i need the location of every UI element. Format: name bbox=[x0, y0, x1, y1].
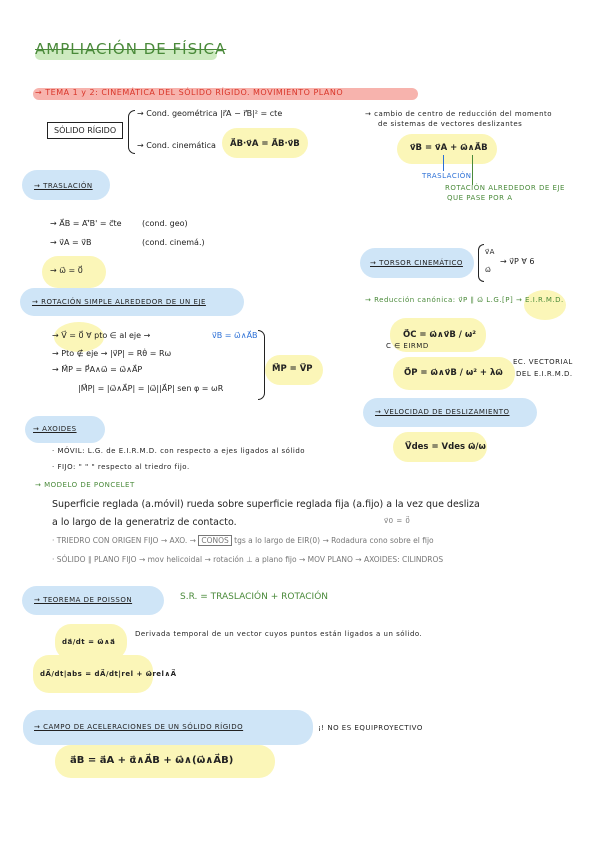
poncelet-heading: → MODELO DE PONCELET bbox=[35, 481, 135, 489]
equation: a⃗B = a⃗A + α⃗∧A⃗B + ω⃗∧(ω⃗∧A⃗B) bbox=[70, 755, 234, 766]
axoides-heading: → AXOIDES bbox=[33, 425, 77, 433]
text-line: → v⃗P ∀ 6 bbox=[500, 257, 535, 266]
torsor-heading: → TORSOR CINEMÁTICO bbox=[370, 259, 463, 267]
text-line: · FIJO: " " " respecto al triedro fijo. bbox=[52, 463, 190, 471]
brace bbox=[128, 110, 135, 154]
topic-heading: → TEMA 1 y 2: CINEMÁTICA DEL SÓLIDO RÍGIDO. MOVIMIENTO PLANO bbox=[35, 88, 344, 97]
text-line: M⃗P = V⃗P bbox=[272, 364, 313, 374]
text-line bbox=[52, 536, 434, 545]
highlight bbox=[524, 290, 566, 320]
text-line: (cond. geo) bbox=[142, 219, 188, 228]
text-line: · MÓVIL: L.G. de E.I.R.M.D. con respecto a ejes ligados al sólido bbox=[52, 447, 306, 455]
text-line: DEL E.I.R.M.D. bbox=[516, 370, 573, 378]
text-line: EC. VECTORIAL bbox=[513, 358, 573, 366]
text-line: a lo largo de la generatriz de contacto. bbox=[52, 517, 237, 528]
cones-box: CONOS bbox=[198, 535, 231, 546]
text-line: ¡! NO ES EQUIPROYECTIVO bbox=[318, 724, 423, 732]
text-line: ω⃗ bbox=[485, 266, 492, 274]
brace bbox=[258, 330, 265, 400]
translation-label: TRASLACIÓN bbox=[422, 172, 472, 180]
text-line: v⃗A bbox=[485, 248, 495, 256]
reduction-note: → cambio de centro de reducción del momento bbox=[365, 110, 553, 118]
text-line: → V⃗ = 0⃗ ∀ pto ∈ al eje → bbox=[52, 331, 151, 340]
sliding-velocity-heading: → VELOCIDAD DE DESLIZAMIENTO bbox=[375, 408, 510, 416]
page-title: AMPLIACIÓN DE FÍSICA bbox=[35, 40, 227, 58]
text-line: S.R. = TRASLACIÓN + ROTACIÓN bbox=[180, 592, 329, 602]
text-line: → ω⃗ = 0⃗ bbox=[50, 266, 83, 275]
translation-heading: → TRASLACIÓN bbox=[34, 182, 93, 190]
text-line: → Pto ∉ eje → |v⃗P| = Rθ̇ = Rω bbox=[52, 349, 172, 358]
rigid-body-box: SÓLIDO RÍGIDO bbox=[47, 122, 123, 139]
text: · TRIEDRO CON ORIGEN FIJO → AXO. → bbox=[52, 536, 196, 545]
text-line: v⃗0 = 0⃗ bbox=[384, 517, 411, 525]
text-line: → Reducción canónica: v⃗P ∥ ω⃗ L.G.[P] → E.I.R.M.D. bbox=[365, 296, 564, 304]
text-line: C ∈ EIRMD bbox=[386, 342, 429, 350]
text: tgs a lo largo de EIR(0) → Rodadura cono sobre el fijo bbox=[234, 536, 434, 545]
kinematic-equation: A⃗B·v⃗A = A⃗B·v⃗B bbox=[230, 139, 300, 149]
acceleration-heading: → CAMPO DE ACELERACIONES DE UN SÓLIDO RÍGIDO bbox=[34, 723, 244, 731]
equation: O⃗P = ω⃗∧v⃗B / ω² + λω⃗ bbox=[404, 368, 503, 378]
rotation-label-2: QUE PASE POR A bbox=[447, 194, 513, 202]
text-line: Superficie reglada (a.móvil) rueda sobre superficie reglada fija (a.fijo) a la vez que desliza bbox=[52, 499, 480, 510]
equation: O⃗C = ω⃗∧v⃗B / ω² bbox=[403, 330, 476, 340]
equation: dA⃗/dt|abs = dA⃗/dt|rel + ω⃗rel∧A⃗ bbox=[40, 670, 177, 678]
arrow-line bbox=[472, 155, 473, 185]
equation: da⃗/dt = ω⃗∧a⃗ bbox=[62, 638, 116, 646]
geometric-condition: → Cond. geométrica |r⃗A − r⃗B|² = cte bbox=[137, 109, 283, 118]
text-line: → M⃗P = P⃗A∧ω⃗ = ω⃗∧A⃗P bbox=[52, 365, 143, 374]
poisson-heading: → TEOREMA DE POISSON bbox=[34, 596, 133, 604]
velocity-transfer-equation: v⃗B = v⃗A + ω⃗∧A⃗B bbox=[410, 143, 488, 153]
text-line: · SÓLIDO ∥ PLANO FIJO → mov helicoidal → rotación ⊥ a plano fijo → MOV PLANO → AXOIDES: CILINDROS bbox=[52, 555, 444, 564]
kinematic-condition: → Cond. cinemática bbox=[137, 141, 216, 150]
text-line: Derivada temporal de un vector cuyos puntos están ligados a un sólido. bbox=[135, 630, 423, 638]
reduction-note-2: de sistemas de vectores deslizantes bbox=[378, 120, 523, 128]
text-line: v⃗B = ω⃗∧A⃗B bbox=[212, 331, 258, 340]
text-line: |M⃗P| = |ω⃗∧A⃗P| = |ω⃗||A⃗P| sen φ = ωR bbox=[78, 384, 224, 393]
arrow-line bbox=[443, 155, 444, 171]
text-line: → A⃗B = A'⃗B' = c⃗te bbox=[50, 219, 122, 228]
text-line: → v⃗A = v⃗B bbox=[50, 238, 92, 247]
brace bbox=[478, 244, 484, 282]
equation: V⃗des = Vdes ω⃗/ω bbox=[405, 442, 486, 452]
rotation-label: ROTACIÓN ALREDEDOR DE EJE bbox=[445, 184, 565, 192]
rotation-heading: → ROTACIÓN SIMPLE ALREDEDOR DE UN EJE bbox=[32, 298, 206, 306]
text-line: (cond. cinemá.) bbox=[142, 238, 205, 247]
